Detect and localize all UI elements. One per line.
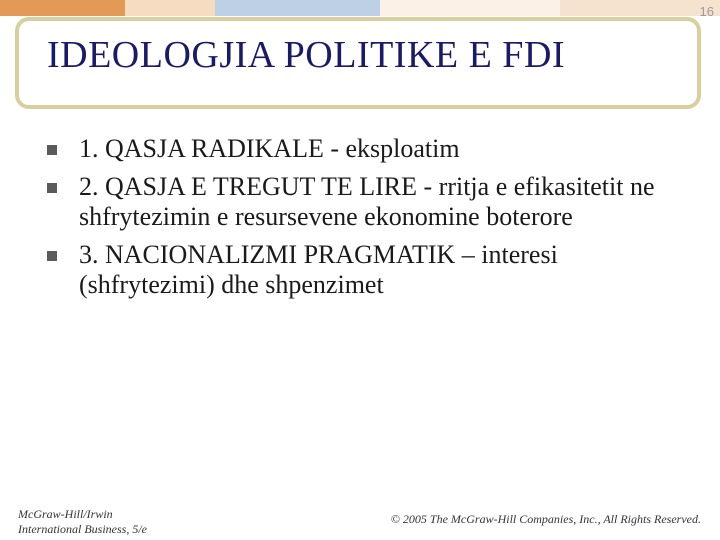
decorative-top-bar: [560, 0, 720, 16]
bullet-text: 1. QASJA RADIKALE - eksploatim: [79, 134, 460, 163]
title-box: [15, 17, 701, 109]
bullet-item: [40, 172, 700, 232]
bullet-text: 2. QASJA E TREGUT TE LIRE - rritja e efikasitetit ne shfrytezimin e resursevene ekonomine boterore: [79, 172, 655, 231]
bullet-item: [40, 134, 700, 164]
slide-number: 16: [699, 4, 714, 19]
decorative-top-bar: [125, 0, 215, 16]
bullet-item: [40, 240, 700, 300]
square-bullet-icon: [47, 251, 57, 261]
decorative-top-bar: [215, 0, 380, 16]
decorative-top-bar: [380, 0, 560, 16]
footer-publisher-line1: McGraw-Hill/Irwin: [18, 507, 113, 521]
square-bullet-icon: [47, 145, 57, 155]
square-bullet-icon: [47, 183, 57, 193]
decorative-top-bar: [0, 0, 125, 16]
footer-copyright: © 2005 The McGraw-Hill Companies, Inc., All Rights Reserved.: [390, 512, 701, 526]
bullet-text: 3. NACIONALIZMI PRAGMATIK – interesi (shfrytezimi) dhe shpenzimet: [79, 240, 558, 299]
footer-publisher-line2: International Business, 5/e: [18, 522, 147, 536]
bullet-list: [40, 134, 700, 308]
footer-publisher: [18, 507, 147, 537]
slide-title: IDEOLOGJIA POLITIKE E FDI: [47, 34, 566, 76]
